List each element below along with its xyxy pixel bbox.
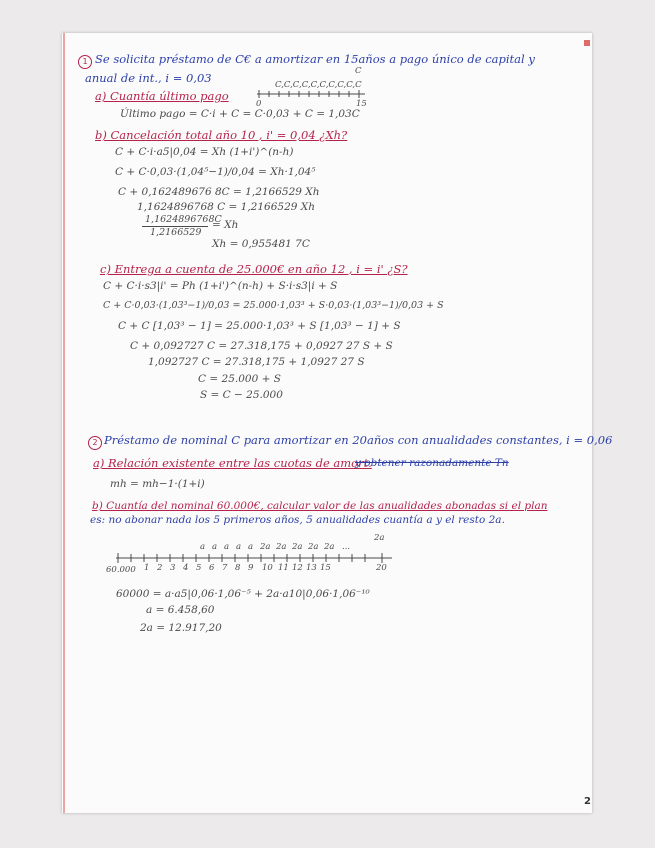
- problem-2b-heading-line2: es: no abonar nada los 5 primeros años, 5 anualidades cuantía a y el resto 2a.: [90, 514, 505, 526]
- timeline-2-label: a: [224, 542, 230, 552]
- problem-1b-step2: C + C·0,03·(1,04⁵−1)/0,04 = Xh·1,04⁵: [115, 166, 316, 178]
- problem-2a-struck-text: y obtener razonadamente Tn: [355, 457, 509, 469]
- problem-2a-heading: a) Relación existente entre las cuotas de amort.: [93, 456, 372, 470]
- problem-1c-step3: C + C [1,03³ − 1] = 25.000·1,03³ + S [1,03³ − 1] + S: [118, 320, 401, 332]
- timeline-1-c-label: C: [355, 66, 362, 76]
- timeline-2-label: 2a: [260, 542, 271, 552]
- timeline-2-label: 2a: [276, 542, 287, 552]
- problem-2a-result: mh = mh−1·(1+i): [110, 478, 205, 490]
- timeline-2-tick: 9: [248, 563, 254, 573]
- problem-2b-result-a: a = 6.458,60: [146, 604, 215, 616]
- timeline-2-label: ...: [342, 542, 351, 552]
- timeline-2-tick: 1: [144, 563, 150, 573]
- timeline-2-label: 2a: [374, 533, 385, 543]
- page-margin-line: [63, 33, 65, 813]
- timeline-2-tick: 7: [222, 563, 228, 573]
- timeline-2-tick: 11: [278, 563, 289, 573]
- problem-1c-step6: C = 25.000 + S: [198, 373, 281, 385]
- timeline-2-tick: 15: [320, 563, 331, 573]
- timeline-1-payments: C,C,C,C,C,C,C,C,C,C: [275, 80, 362, 90]
- problem-1a-result: Último pago = C·i + C = C·0,03 + C = 1,03C: [120, 108, 360, 120]
- problem-2b-heading: b) Cuantía del nominal 60.000€, calcular valor de las anualidades abonadas si el plan: [92, 500, 548, 512]
- problem-1-title-line2: anual de int., i = 0,03: [85, 71, 212, 85]
- timeline-1-end: 15: [356, 99, 367, 109]
- timeline-2-label: 2a: [292, 542, 303, 552]
- problem-1-number: 1: [78, 55, 92, 69]
- timeline-2-label: 2a: [324, 542, 335, 552]
- timeline-2-label: a: [236, 542, 242, 552]
- problem-1b-fraction-num: 1,1624896768C: [145, 214, 222, 225]
- problem-1c-step4: C + 0,092727 C = 27.318,175 + 0,0927 27 S + S: [130, 340, 393, 352]
- timeline-2-label: a: [200, 542, 206, 552]
- timeline-2-label: a: [212, 542, 218, 552]
- timeline-2-tick: 8: [235, 563, 241, 573]
- timeline-2-tick: 5: [196, 563, 202, 573]
- problem-1b-step3: C + 0,162489676 8C = 1,2166529 Xh: [118, 186, 320, 198]
- timeline-2-label: 2a: [308, 542, 319, 552]
- problem-1b-fraction-den: 1,2166529: [150, 227, 202, 238]
- page-number: 2: [584, 796, 591, 807]
- problem-1b-step1: C + C·i·a5|0,04 = Xh (1+i')^(n-h): [115, 146, 294, 158]
- corner-mark: [584, 40, 590, 46]
- timeline-2-tick: 2: [157, 563, 163, 573]
- problem-2-number: 2: [88, 436, 102, 450]
- problem-1b-result: Xh = 0,955481 7C: [212, 238, 310, 250]
- timeline-2-start-amount: 60.000: [106, 565, 136, 575]
- timeline-2-tick: 4: [183, 563, 189, 573]
- problem-2b-equation: 60000 = a·a5|0,06·1,06⁻⁵ + 2a·a10|0,06·1,06⁻¹⁰: [116, 588, 370, 600]
- problem-1b-step4: 1,1624896768 C = 1,2166529 Xh: [137, 201, 316, 213]
- problem-1c-result: S = C − 25.000: [200, 389, 283, 401]
- timeline-2-tick: 6: [209, 563, 215, 573]
- timeline-2-tick: 10: [262, 563, 273, 573]
- timeline-2-label: a: [248, 542, 254, 552]
- timeline-1-axis: [255, 88, 370, 102]
- problem-1b-fraction-eq: = Xh: [212, 219, 239, 231]
- timeline-2-axis: [112, 550, 397, 566]
- problem-1b-heading: b) Cancelación total año 10 , i' = 0,04 ¿Xh?: [95, 128, 348, 142]
- problem-1c-step1: C + C·i·s3|i' = Ph (1+i')^(n-h) + S·i·s3|i + S: [103, 280, 338, 292]
- problem-2b-result-2a: 2a = 12.917,20: [140, 622, 222, 634]
- problem-1c-step5: 1,092727 C = 27.318,175 + 1,0927 27 S: [148, 356, 365, 368]
- problem-1-title: Se solicita préstamo de C€ a amortizar en 15años a pago único de capital y: [95, 52, 535, 66]
- problem-1c-heading: c) Entrega a cuenta de 25.000€ en año 12 , i = i' ¿S?: [100, 262, 408, 276]
- timeline-2-tick: 20: [376, 563, 387, 573]
- timeline-1-start: 0: [256, 99, 262, 109]
- timeline-2-tick: 13: [306, 563, 317, 573]
- problem-2-title: Préstamo de nominal C para amortizar en 20años con anualidades constantes, i = 0,06: [104, 433, 613, 447]
- problem-1a-heading: a) Cuantía último pago: [95, 89, 229, 103]
- problem-1c-step2: C + C·0,03·(1,03³−1)/0,03 = 25.000·1,03³ + S·0,03·(1,03³−1)/0,03 + S: [103, 300, 444, 311]
- timeline-2-tick: 3: [170, 563, 176, 573]
- timeline-2-tick: 12: [292, 563, 303, 573]
